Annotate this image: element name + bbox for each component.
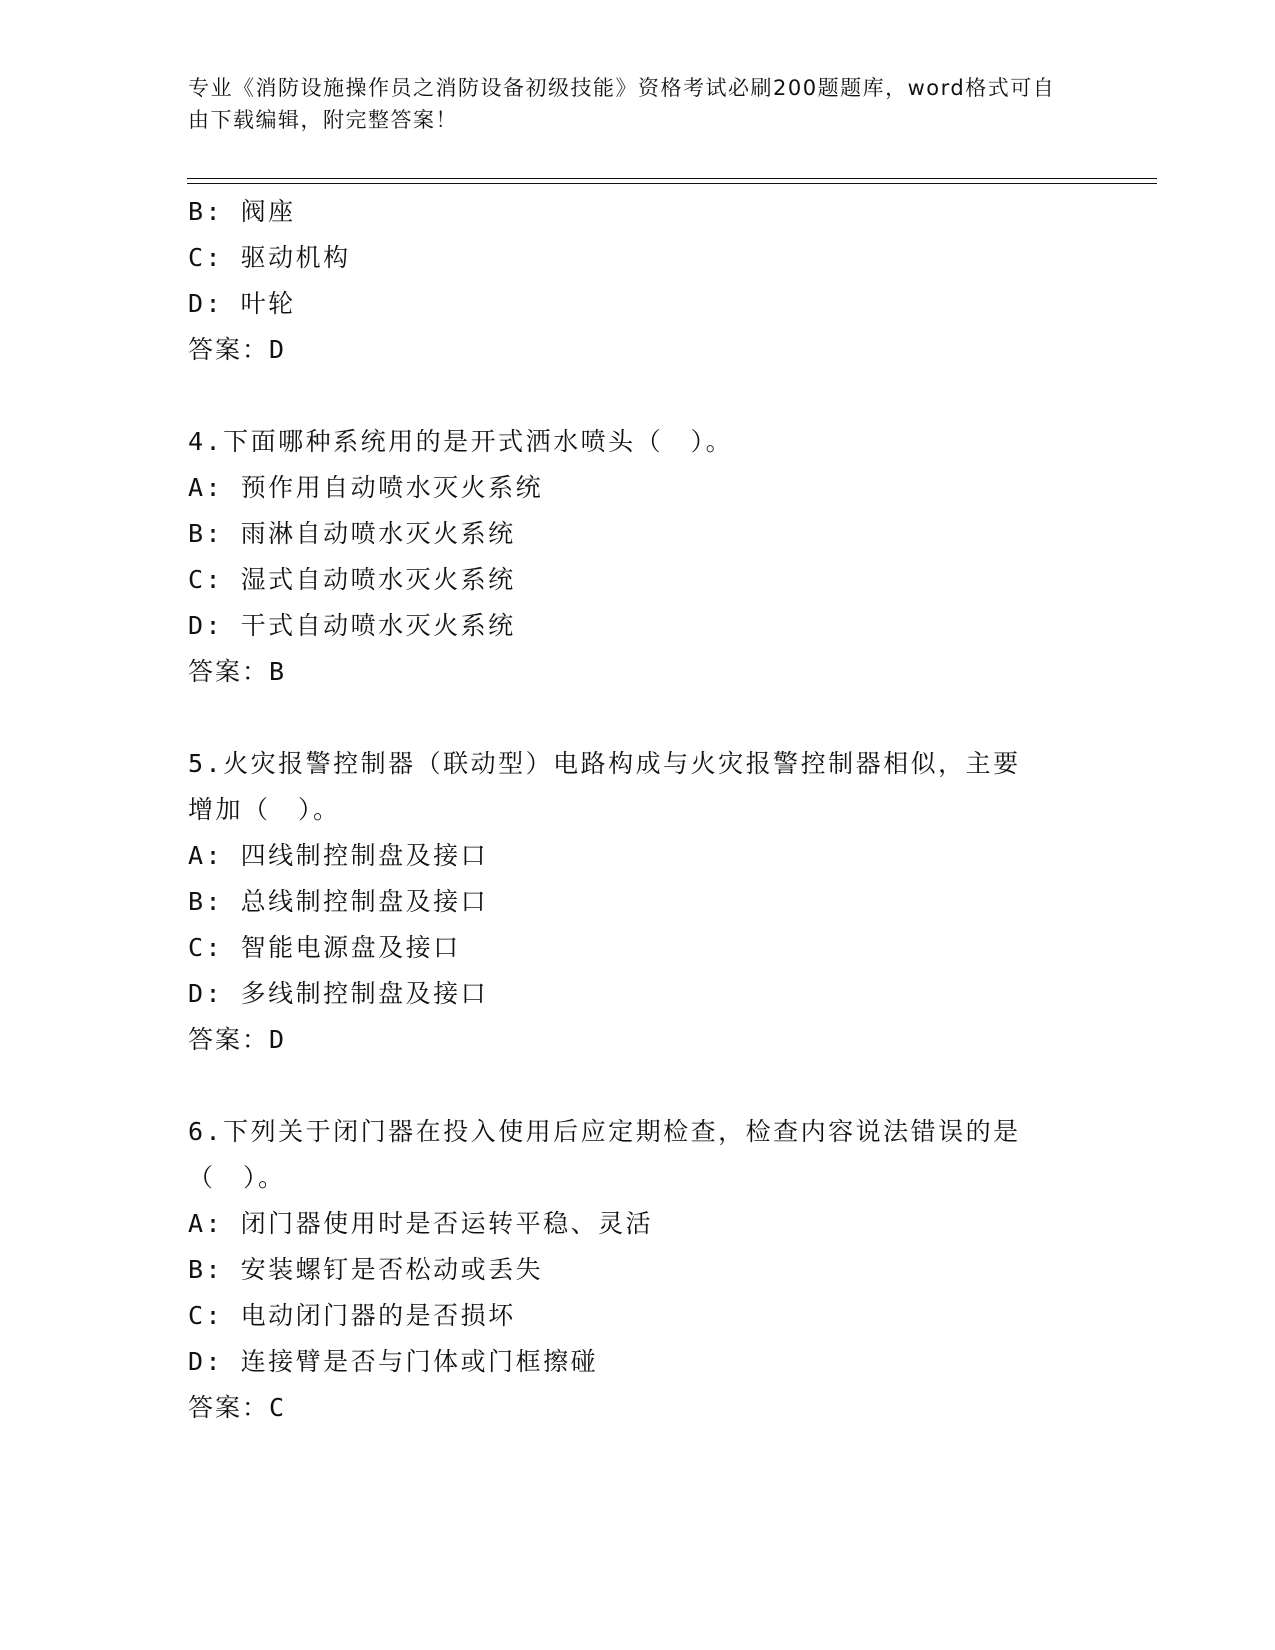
q6-option-c: C: 电动闭门器的是否损坏 [188, 1301, 516, 1330]
q6-answer: 答案：C [188, 1393, 287, 1422]
spacer [188, 695, 1088, 741]
q4-option-c: C: 湿式自动喷水灭火系统 [188, 565, 516, 594]
header-rule-bottom [187, 183, 1157, 184]
q5-option-a: A: 四线制控制盘及接口 [188, 841, 489, 870]
q3-answer: 答案：D [188, 335, 287, 364]
q6-option-b: B: 安装螺钉是否松动或丢失 [188, 1255, 544, 1284]
q5-option-d: D: 多线制控制盘及接口 [188, 979, 489, 1008]
spacer [188, 1063, 1088, 1109]
q4-answer: 答案：B [188, 657, 287, 686]
q5-stem-line1: 5.火灾报警控制器（联动型）电路构成与火灾报警控制器相似，主要 [188, 749, 1021, 778]
q3-option-b: B: 阀座 [188, 197, 296, 226]
question-content [188, 189, 1088, 1431]
q6-option-d: D: 连接臂是否与门体或门框擦碰 [188, 1347, 599, 1376]
q3-option-d: D: 叶轮 [188, 289, 296, 318]
q5-answer: 答案：D [188, 1025, 287, 1054]
q4-option-d: D: 干式自动喷水灭火系统 [188, 611, 516, 640]
spacer [188, 373, 1088, 419]
q4-option-a: A: 预作用自动喷水灭火系统 [188, 473, 544, 502]
q6-stem-line1: 6.下列关于闭门器在投入使用后应定期检查，检查内容说法错误的是 [188, 1117, 1021, 1146]
header-rule-top [187, 178, 1157, 179]
q6-option-a: A: 闭门器使用时是否运转平稳、灵活 [188, 1209, 654, 1238]
q4-stem: 4.下面哪种系统用的是开式洒水喷头（ ）。 [188, 427, 734, 456]
q4-option-b: B: 雨淋自动喷水灭火系统 [188, 519, 516, 548]
q5-option-c: C: 智能电源盘及接口 [188, 933, 461, 962]
q5-option-b: B: 总线制控制盘及接口 [188, 887, 489, 916]
q5-stem-line2: 增加（ ）。 [188, 795, 341, 824]
document-header: 专业《消防设施操作员之消防设备初级技能》资格考试必刷200题题库，word格式可自由下载编辑，附完整答案！ [188, 76, 1056, 132]
q3-option-c: C: 驱动机构 [188, 243, 351, 272]
q6-stem-line2: （ ）。 [188, 1163, 286, 1192]
